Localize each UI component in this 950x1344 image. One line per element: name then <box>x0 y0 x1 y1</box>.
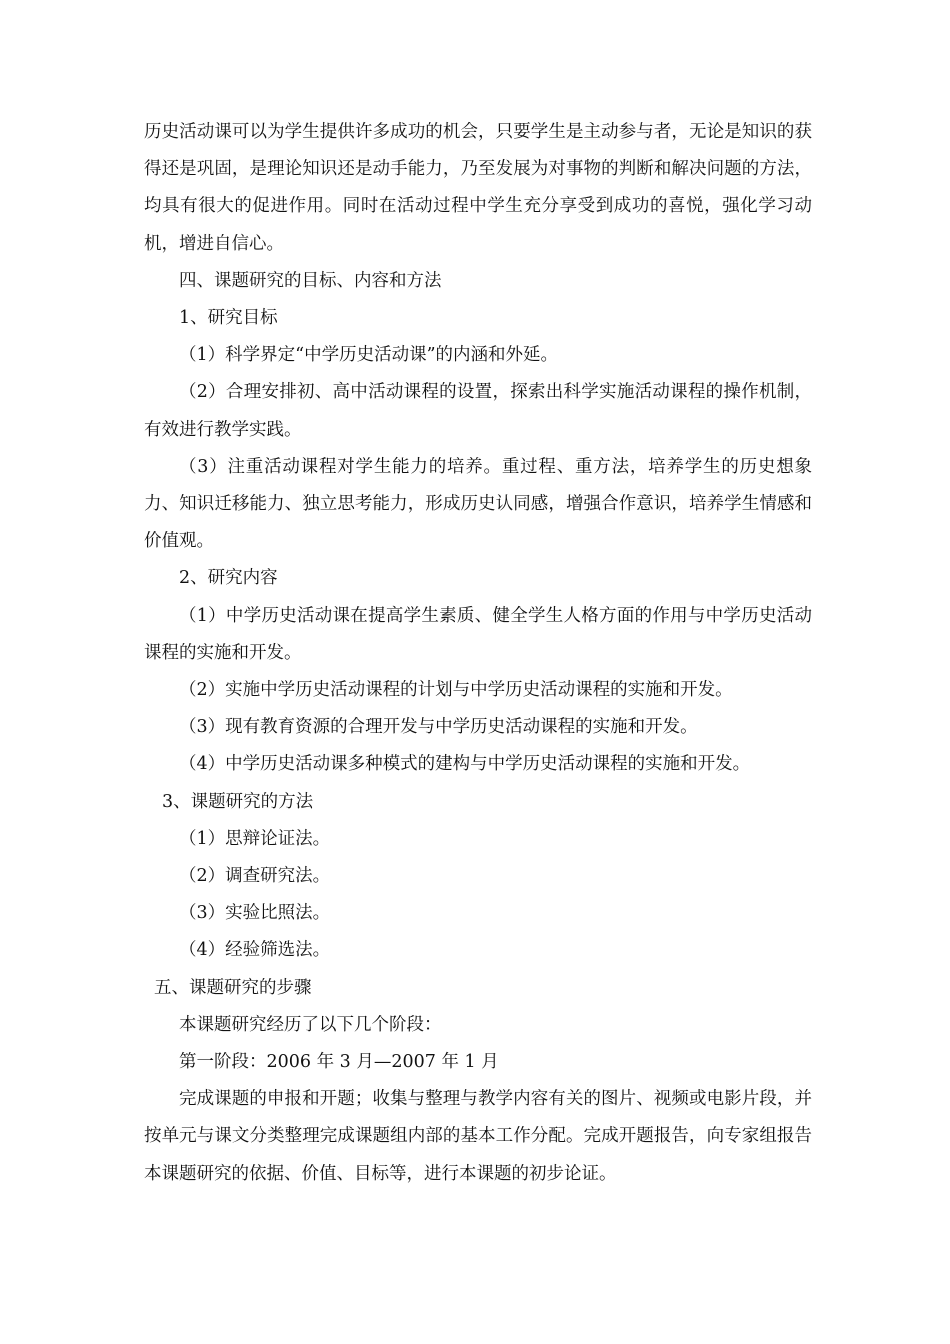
heading-section-4: 四、课题研究的目标、内容和方法 <box>179 270 442 291</box>
paragraph-content-2: （2）实施中学历史活动课程的计划与中学历史活动课程的实施和开发。 <box>179 680 733 701</box>
paragraph-method-3: （3）实验比照法。 <box>179 903 331 924</box>
paragraph-method-4: （4）经验筛选法。 <box>179 940 331 961</box>
paragraph-method-2: （2）调查研究法。 <box>179 866 331 887</box>
paragraph-stages-intro: 本课题研究经历了以下几个阶段： <box>179 1014 442 1035</box>
heading-section-5: 五、课题研究的步骤 <box>154 977 312 998</box>
heading-research-methods: 3、课题研究的方法 <box>162 791 314 812</box>
heading-research-goals: 1、研究目标 <box>179 308 278 329</box>
paragraph-goal-3: （3）注重活动课程对学生能力的培养。重过程、重方法，培养学生的历史想象力、知识迁移能力、独立思考能力，形成历史认同感，增强合作意识，培养学生情感和价值观。 <box>144 456 812 552</box>
paragraph-method-1: （1）思辩论证法。 <box>179 828 331 849</box>
paragraph-goal-1: （1）科学界定“中学历史活动课”的内涵和外延。 <box>179 345 559 366</box>
paragraph-content-3: （3）现有教育资源的合理开发与中学历史活动课程的实施和开发。 <box>179 717 698 738</box>
paragraph-intro: 历史活动课可以为学生提供许多成功的机会，只要学生是主动参与者，无论是知识的获得还是巩固，是理论知识还是动手能力，乃至发展为对事物的判断和解决问题的方法，均具有很大的促进作用。同时在活动过程中学生充分享受到成功的喜悦，强化学习动机，增进自信心。 <box>144 122 812 254</box>
heading-research-content: 2、研究内容 <box>179 568 278 589</box>
paragraph-content-4: （4）中学历史活动课多种模式的建构与中学历史活动课程的实施和开发。 <box>179 754 751 775</box>
paragraph-content-1: （1）中学历史活动课在提高学生素质、健全学生人格方面的作用与中学历史活动课程的实施和开发。 <box>144 605 812 663</box>
paragraph-stage-1-detail: 完成课题的申报和开题；收集与整理与教学内容有关的图片、视频或电影片段，并按单元与课文分类整理完成课题组内部的基本工作分配。完成开题报告，向专家组报告本课题研究的依据、价值、目标等，进行本课题的初步论证。 <box>144 1089 812 1184</box>
paragraph-stage-1-date: 第一阶段：2006 年 3 月—2007 年 1 月 <box>179 1052 499 1073</box>
paragraph-goal-2: （2）合理安排初、高中活动课程的设置，探索出科学实施活动课程的操作机制，有效进行教学实践。 <box>144 382 812 440</box>
document-body <box>144 114 812 1193</box>
